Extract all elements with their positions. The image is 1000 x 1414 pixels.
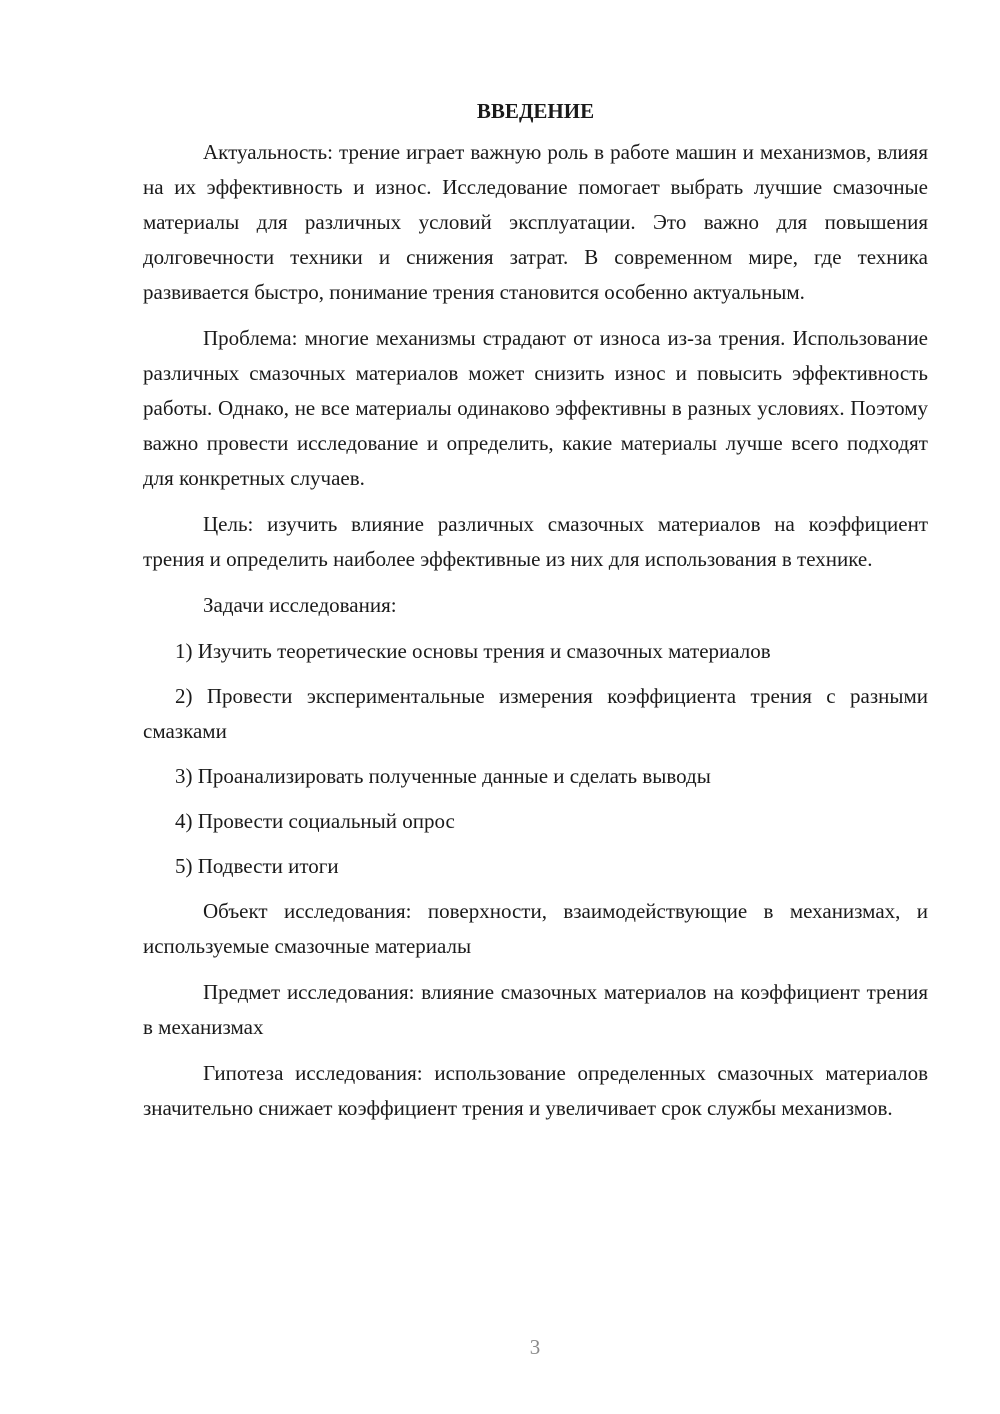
task-item-5: 5) Подвести итоги: [175, 854, 339, 878]
paragraph-goal: Цель: изучить влияние различных смазочных материалов на коэффициент трения и определить наиболее эффективные из них для использования в технике.: [143, 512, 928, 571]
paragraph-object: Объект исследования: поверхности, взаимодействующие в механизмах, и используемые смазочные материалы: [143, 899, 928, 958]
tasks-heading: Задачи исследования:: [203, 593, 397, 617]
task-item-3: 3) Проанализировать полученные данные и сделать выводы: [175, 764, 711, 788]
paragraph-problem: Проблема: многие механизмы страдают от износа из-за трения. Использование различных смазочных материалов может снизить износ и повысить эффективность работы. Однако, не все материалы одинаково эффективны в разных условиях. Поэтому важно провести исследование и определить, какие материалы лучше всего подходят для конкретных случаев.: [143, 326, 928, 490]
task-item-4: 4) Провести социальный опрос: [175, 809, 455, 833]
paragraph-relevance: Актуальность: трение играет важную роль в работе машин и механизмов, влияя на их эффективность и износ. Исследование помогает выбрать лучшие смазочные материалы для различных условий эксплуатации. Это важно для повышения долговечности техники и снижения затрат. В современном мире, где техника развивается быстро, понимание трения становится особенно актуальным.: [143, 140, 928, 304]
task-item-1: 1) Изучить теоретические основы трения и смазочных материалов: [175, 639, 771, 663]
task-item-2: 2) Провести экспериментальные измерения коэффициента трения с разными смазками: [143, 684, 928, 743]
page-content: [143, 96, 928, 1137]
page-title: ВВЕДЕНИЕ: [476, 99, 595, 123]
page-number: 3: [529, 1335, 541, 1359]
paragraph-subject: Предмет исследования: влияние смазочных материалов на коэффициент трения в механизмах: [143, 980, 928, 1039]
paragraph-hypothesis: Гипотеза исследования: использование определенных смазочных материалов значительно снижает коэффициент трения и увеличивает срок службы механизмов.: [143, 1061, 928, 1120]
